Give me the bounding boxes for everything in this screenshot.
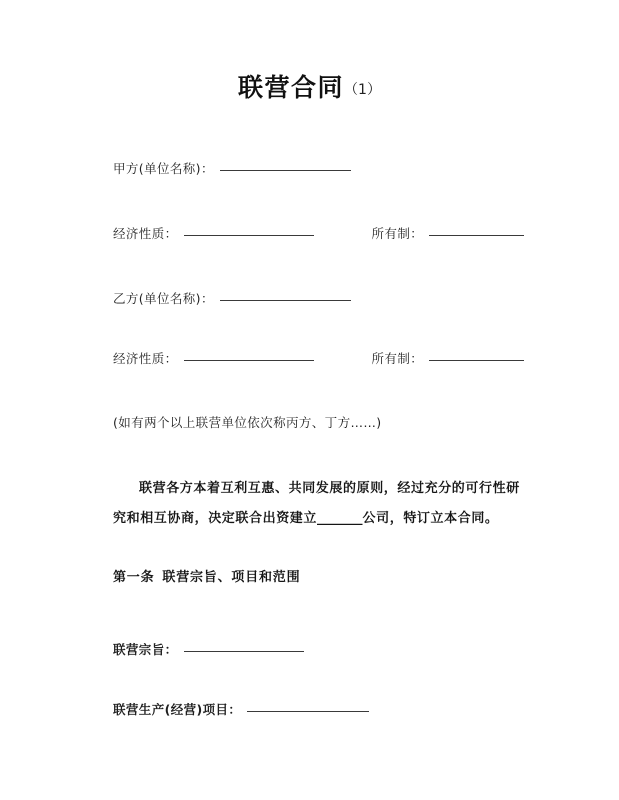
party-b-ownership-label: 所有制：: [371, 351, 424, 366]
party-b-ownership-group: [372, 348, 525, 368]
section-heading-article-one: [113, 566, 300, 585]
joint-purpose-input-blank[interactable]: [184, 639, 304, 652]
joint-project-input-blank[interactable]: [247, 699, 369, 712]
party-a-ownership-group: [372, 223, 525, 243]
party-a-economic-nature-input-blank[interactable]: [184, 223, 314, 236]
section-title: 联营宗旨、项目和范围: [162, 570, 301, 585]
party-b-ownership-input-blank[interactable]: [429, 348, 524, 361]
title-main-text: 联营合同: [238, 73, 345, 102]
section-number: 第一条: [113, 570, 155, 585]
party-b-economic-nature-label: 经济性质：: [113, 351, 178, 366]
party-a-ownership-label: 所有制：: [371, 226, 424, 241]
joint-purpose-label: 联营宗旨：: [113, 642, 178, 657]
party-a-economic-nature-label: 经济性质：: [113, 226, 178, 241]
page-title: [0, 68, 619, 104]
additional-parties-note: (如有两个以上联营单位依次称丙方、丁方……): [113, 415, 382, 430]
party-a-ownership-input-blank[interactable]: [429, 223, 524, 236]
party-b-label: 乙方(单位名称)：: [113, 291, 214, 306]
party-b-economic-nature-input-blank[interactable]: [184, 348, 314, 361]
preamble-paragraph: [113, 474, 533, 534]
joint-project-label: 联营生产(经营)项目：: [113, 702, 242, 717]
party-a-label: 甲方(单位名称)：: [113, 161, 214, 176]
title-suffix-text: （1）: [344, 82, 381, 98]
company-name-inline-blank[interactable]: _______: [317, 511, 363, 526]
field-row-joint-purpose: [113, 639, 304, 659]
preamble-text-part2: 公司，特订立本合同。: [362, 511, 499, 526]
field-row-party-a-nature: [113, 223, 524, 243]
party-a-input-blank[interactable]: [220, 158, 351, 171]
field-row-joint-project: [113, 699, 369, 719]
field-row-party-b: [113, 288, 351, 308]
field-row-party-b-nature: [113, 348, 524, 368]
party-b-input-blank[interactable]: [220, 288, 351, 301]
field-row-party-a: [113, 158, 351, 178]
preamble-text-part1: 联营各方本着互利互惠、共同发展的原则，经过充分的可行性研究和相互协商，决定联合出资建立: [113, 481, 520, 526]
